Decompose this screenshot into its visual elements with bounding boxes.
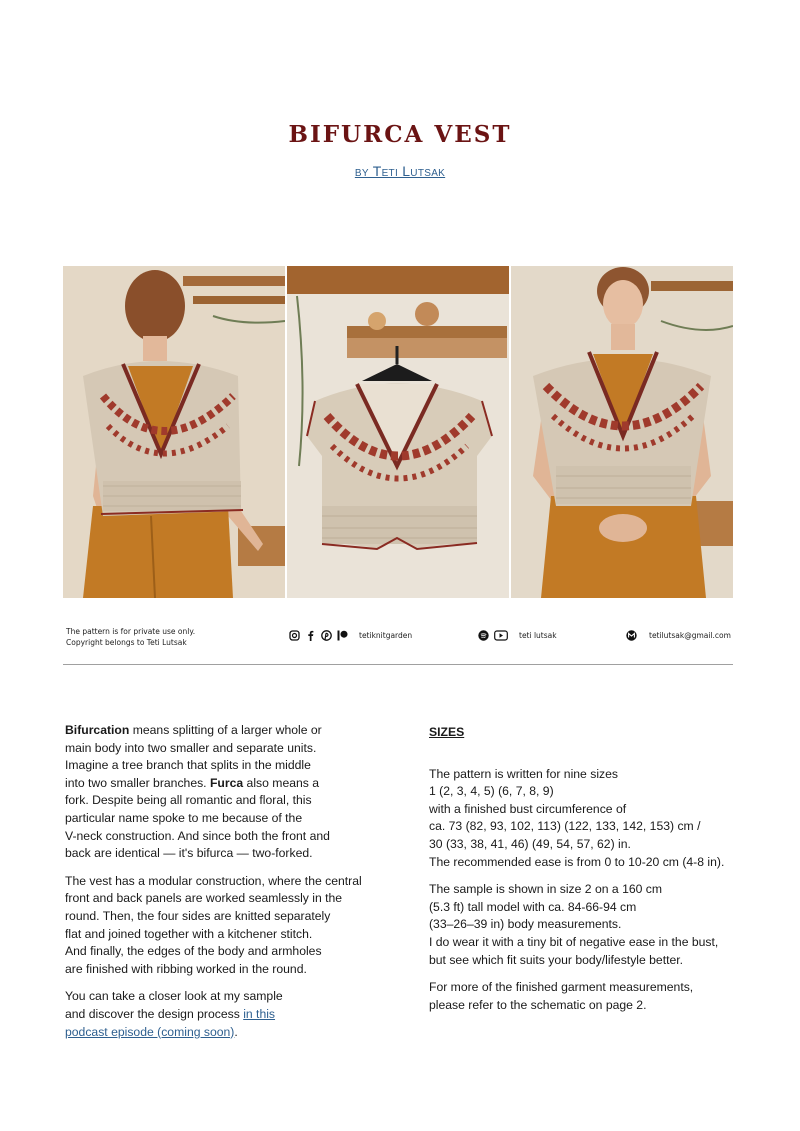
copyright-notice	[66, 626, 195, 648]
social-handle[interactable]: tetiknitgarden	[359, 631, 413, 640]
podcast-link-part1[interactable]: in this	[243, 1006, 276, 1021]
back-view-photo	[63, 266, 285, 598]
email-contact	[626, 630, 731, 641]
text-line: particular name spoke to me because of the	[65, 810, 303, 825]
text-line: I do wear it with a tiny bit of negative ease in the bust,	[429, 934, 719, 949]
patreon-icon[interactable]	[337, 630, 348, 641]
text-line: 30 (33, 38, 41, 46) (49, 54, 57, 62) in.	[429, 836, 631, 851]
text-line: The sample is shown in size 2 on a 160 cm	[429, 882, 663, 897]
text-line: means splitting of a larger whole or	[129, 723, 322, 737]
text-line: please refer to the schematic on page 2.	[429, 997, 647, 1012]
text-line: (33–26–39 in) body measurements.	[429, 917, 622, 932]
photo-strip	[63, 266, 733, 598]
email-icon[interactable]	[626, 630, 637, 641]
text-line: The recommended ease is from 0 to 10-20 cm (4-8 in).	[429, 854, 725, 869]
text-line: and discover the design process	[65, 1006, 244, 1021]
text-line: 1 (2, 3, 4, 5) (6, 7, 8, 9)	[429, 784, 554, 799]
sizes-paragraph	[429, 766, 749, 872]
page-title: BIFURCA VEST	[288, 121, 512, 148]
description-column	[65, 722, 395, 1051]
text-line: also means a	[243, 775, 320, 790]
hanger-flat-photo	[287, 266, 509, 598]
text-line: And finally, the edges of the body and armholes	[65, 944, 322, 959]
term-bifurcation: Bifurcation	[65, 723, 130, 737]
text-line: V-neck construction. And since both the front and	[65, 828, 330, 843]
sizes-heading: SIZES	[429, 725, 465, 739]
text-line: flat and joined together with a kitchener stitch.	[65, 926, 313, 941]
term-furca: Furca	[209, 775, 244, 790]
text-line: into two smaller branches.	[65, 775, 210, 790]
instagram-icon[interactable]	[289, 630, 300, 641]
front-view-photo	[511, 266, 733, 598]
text-line: ca. 73 (82, 93, 102, 113) (122, 133, 142, 153) cm /	[429, 819, 701, 834]
youtube-icon[interactable]	[494, 630, 508, 641]
text-line: round. Then, the four sides are knitted separately	[65, 908, 331, 923]
text-line: are finished with ribbing worked in the round.	[65, 961, 307, 976]
youtube-handle[interactable]: teti lutsak	[519, 631, 557, 640]
text-line: back are identical — it's bifurca — two-forked.	[65, 846, 313, 861]
text-line: main body into two smaller and separate units.	[65, 740, 317, 755]
sizes-column	[429, 722, 749, 1024]
text-line: The vest has a modular construction, where the central	[65, 873, 362, 888]
social-links	[289, 630, 412, 641]
pinterest-icon[interactable]	[321, 630, 332, 641]
author-link[interactable]: by Teti Lutsak	[354, 163, 446, 179]
bifurcation-paragraph	[65, 722, 395, 863]
text-line: The pattern is written for nine sizes	[429, 766, 618, 781]
construction-paragraph	[65, 873, 395, 979]
text-line: For more of the finished garment measurements,	[429, 980, 694, 995]
measurements-paragraph	[429, 979, 749, 1014]
byline	[0, 163, 800, 179]
podcast-link-part2[interactable]: podcast episode (coming soon)	[65, 1024, 235, 1039]
email-address[interactable]: tetilutsak@gmail.com	[649, 631, 731, 640]
private-use-notice: The pattern is for private use only.	[66, 627, 196, 636]
text-line: front and back panels are worked seamlessly in the	[65, 891, 343, 906]
footer-bar	[66, 626, 734, 650]
text-line: You can take a closer look at my sample	[65, 989, 283, 1004]
spotify-icon[interactable]	[478, 630, 489, 641]
copyright-line: Copyright belongs to Teti Lutsak	[66, 638, 187, 647]
text-line: .	[234, 1024, 238, 1039]
text-line: but see which fit suits your body/lifestyle better.	[429, 952, 684, 967]
divider-rule	[63, 664, 733, 665]
text-line: fork. Despite being all romantic and floral, this	[65, 793, 312, 808]
facebook-icon[interactable]	[305, 630, 316, 641]
text-line: (5.3 ft) tall model with ca. 84-66-94 cm	[429, 899, 637, 914]
podcast-paragraph	[65, 988, 395, 1041]
text-line: with a finished bust circumference of	[429, 801, 627, 816]
sample-paragraph	[429, 881, 749, 969]
text-line: Imagine a tree branch that splits in the middle	[65, 758, 311, 773]
audio-video-links	[478, 630, 557, 641]
